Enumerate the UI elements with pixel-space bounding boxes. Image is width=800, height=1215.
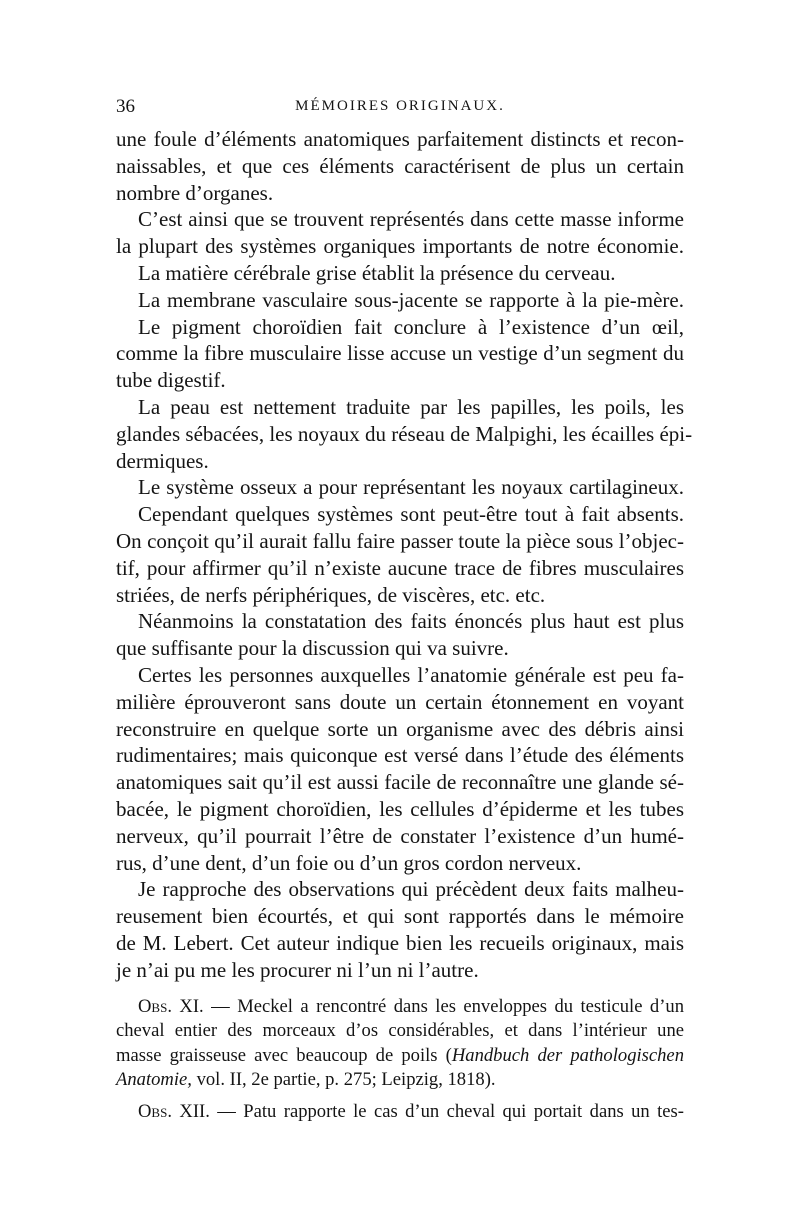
- text-line: Certes les personnes auxquelles l’anatomie générale est peu fa-: [138, 662, 684, 687]
- text-line: milière éprouveront sans doute un certain étonnement en voyant: [116, 689, 684, 714]
- text-line: je n’ai pu me les procurer ni l’un ni l’autre.: [116, 957, 479, 982]
- footnote-obs-xi-line: [116, 995, 684, 1020]
- text-line: Le système osseux a pour représentant les noyaux cartilagineux.: [138, 475, 684, 500]
- body-text: [116, 126, 693, 1124]
- text-line: C’est ainsi que se trouvent représentés dans cette masse informe: [138, 207, 684, 232]
- text-line: nombre d’organes.: [116, 180, 274, 205]
- text-line: anatomiques sait qu’il est aussi facile de reconnaître une glande sé-: [116, 770, 684, 795]
- text-line: Cependant quelques systèmes sont peut-être tout à fait absents.: [138, 502, 684, 527]
- text-line: rudimentaires; mais quiconque est versé dans l’étude des éléments: [116, 743, 684, 768]
- obs-xi-label: Obs. XI.: [138, 995, 204, 1017]
- obs-xi-text: — Meckel a rencontré dans les enveloppes du testicule d’un: [203, 995, 684, 1017]
- text-line: striées, de nerfs périphériques, de viscères, etc. etc.: [116, 582, 546, 607]
- text-line: Le pigment choroïdien fait conclure à l’existence d’un œil,: [138, 314, 684, 339]
- text-line: bacée, le pigment choroïdien, les cellules d’épiderme et les tubes: [116, 796, 684, 821]
- obs-xi-text: masse graisseuse avec beaucoup de poils (: [116, 1044, 452, 1066]
- text-line: nerveux, qu’il pourrait l’être de constater l’existence d’un humé-: [116, 823, 684, 848]
- citation-title: Handbuch der pathologischen: [451, 1044, 684, 1066]
- text-line: la plupart des systèmes organiques importants de notre économie.: [116, 234, 684, 259]
- text-line: La membrane vasculaire sous-jacente se rapporte à la pie-mère.: [138, 287, 684, 312]
- spacer: [116, 984, 684, 995]
- footnote-obs-xi-line: cheval entier des morceaux d’os considérables, et dans l’intérieur une: [116, 1020, 684, 1041]
- page-number: 36: [116, 96, 135, 117]
- obs-xi-text: vol. II, 2e partie, p. 275; Leipzig, 1818).: [191, 1069, 496, 1090]
- spacer: [116, 1093, 684, 1100]
- running-title: MÉMOIRES ORIGINAUX.: [295, 98, 505, 114]
- text-line: La peau est nettement traduite par les papilles, les poils, les: [138, 394, 684, 419]
- text-line: une foule d’éléments anatomiques parfaitement distincts et recon-: [116, 127, 684, 151]
- text-line: de M. Lebert. Cet auteur indique bien les recueils originaux, mais: [116, 930, 684, 955]
- text-line: tube digestif.: [116, 368, 226, 393]
- text-line: dermiques.: [116, 448, 209, 473]
- text-line: glandes sébacées, les noyaux du réseau de Malpighi, les écailles épi-: [116, 421, 693, 446]
- text-line: tif, pour affirmer qu’il n’existe aucune trace de fibres musculaires: [116, 555, 684, 580]
- text-line: rus, d’une dent, d’un foie ou d’un gros cordon nerveux.: [116, 850, 582, 875]
- obs-xii-label: Obs. XII.: [138, 1100, 210, 1122]
- text-line: On conçoit qu’il aurait fallu faire passer toute la pièce sous l’objec-: [116, 528, 684, 553]
- page-header: [116, 96, 684, 126]
- footnote-obs-xii-line: [116, 1100, 684, 1125]
- footnote-obs-xi-line: [116, 1044, 684, 1069]
- text-line: Je rapproche des observations qui précèdent deux faits malheu-: [138, 877, 684, 902]
- footnote-obs-xi-line: [116, 1068, 684, 1093]
- citation-title: Anatomie,: [116, 1069, 192, 1090]
- text-line: Néanmoins la constatation des faits énoncés plus haut est plus: [138, 609, 684, 634]
- text-line: reusement bien écourtés, et qui sont rapportés dans le mémoire: [116, 904, 684, 929]
- text-line: naissables, et que ces éléments caractérisent de plus un certain: [116, 153, 684, 178]
- text-line: reconstruire en quelque sorte un organisme avec des débris ainsi: [116, 716, 684, 741]
- obs-xii-text: — Patu rapporte le cas d’un cheval qui portait dans un tes-: [209, 1100, 684, 1122]
- text-line: que suffisante pour la discussion qui va suivre.: [116, 636, 509, 661]
- text-line: comme la fibre musculaire lisse accuse un vestige d’un segment du: [116, 341, 684, 366]
- text-line: La matière cérébrale grise établit la présence du cerveau.: [138, 260, 616, 285]
